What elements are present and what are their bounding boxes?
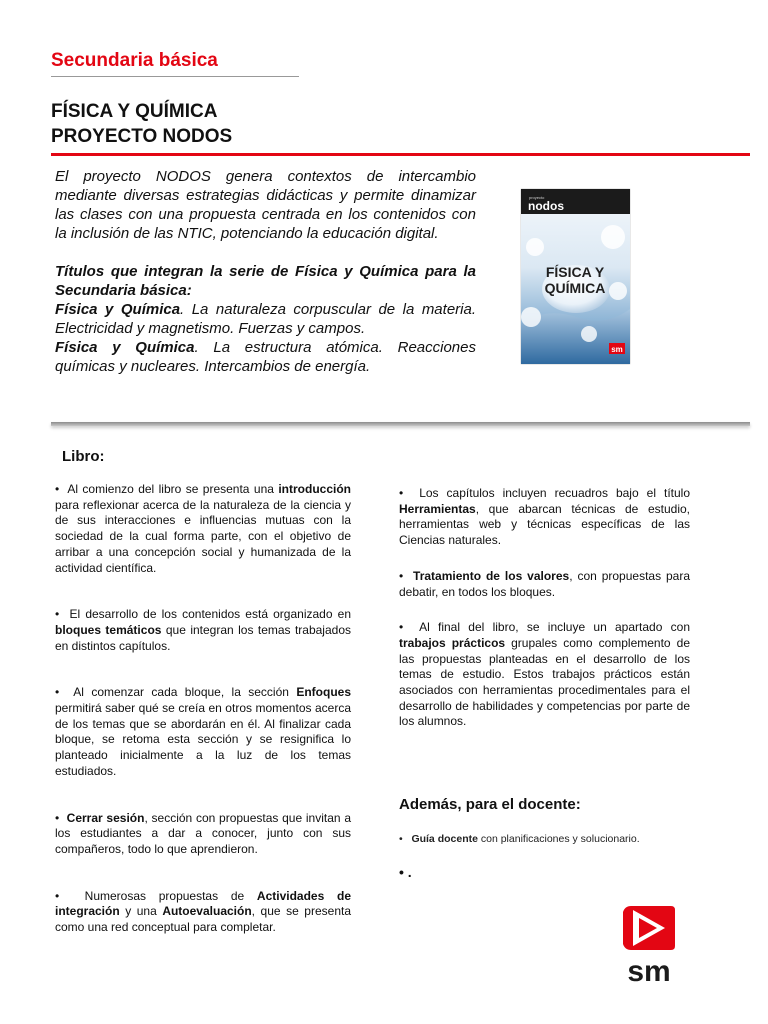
list-item: • Cerrar sesión, sección con propuestas que invitan a los estudiantes a dar a conocer, junto con sus compañeros, todo lo que aprendieron.: [55, 810, 351, 856]
item-text: y una: [119, 904, 163, 919]
docente-guide-desc: con planificaciones y solucionario.: [477, 833, 640, 845]
item-text: , que se presenta como una red conceptual para completar.: [55, 904, 351, 935]
item-bold: introducción: [278, 482, 351, 496]
item-bold: Autoevaluación: [162, 904, 252, 919]
empty-item-text: .: [407, 864, 412, 880]
sm-logo: [621, 906, 677, 984]
item-bold: bloques temáticos: [55, 622, 162, 637]
item-text: , que abarcan técnicas de estudio, herramientas web y técnicas específicas de las Ciencias naturales.: [399, 501, 690, 548]
book-cover-image: [521, 189, 630, 364]
docente-empty-item: • .: [399, 864, 412, 880]
series-title-2-name: Física y Química: [55, 339, 195, 356]
title-line-1: FÍSICA Y QUÍMICA: [51, 101, 218, 122]
list-item: • El desarrollo de los contenidos está organizado en bloques temáticos que integran los temas trabajados en distintos capítulos.: [55, 607, 352, 653]
list-item: • Numerosas propuestas de Actividades de integración y una Autoevaluación, que se presenta como una red conceptual para completar.: [55, 888, 351, 935]
item-text: permitirá saber qué se creía en otros momentos acerca de los temas que se abordarán en él. Al finalizar cada bloque, se retoma esta sección y se resignifica lo planteado inicialmente a la luz de los temas estudiados.: [55, 701, 351, 778]
title-divider: [51, 153, 750, 156]
item-bold: Enfoques: [296, 685, 351, 700]
item-text: grupales como complemento de las propuestas planteadas en el desarrollo de los temas de estudio. Estos trabajos prácticos están asociados con herramientas procedimentales para el desarrollo de habilidades y competencias por parte de los alumnos.: [399, 635, 690, 729]
title-line-2: PROYECTO NODOS: [51, 126, 233, 147]
item-text: que integran los temas trabajados en distintos capítulos.: [55, 622, 351, 653]
series-heading-text: Títulos que integran la serie de Física y Química para la Secundaria básica:: [55, 263, 476, 299]
item-text: Al final del libro, se incluye un apartado con: [419, 620, 690, 635]
cover-publisher: sm: [611, 345, 623, 354]
libro-left-column: [55, 482, 351, 936]
cover-brand: nodos: [528, 199, 564, 213]
libro-heading: Libro:: [62, 448, 105, 465]
cover-bubble-small-1: [601, 225, 625, 249]
section-label: Secundaria básica: [51, 50, 218, 71]
item-text: El desarrollo de los contenidos está organizado en: [69, 607, 352, 622]
section-divider: [51, 422, 750, 426]
item-bold: trabajos prácticos: [399, 635, 506, 650]
list-item: • Tratamiento de los valores, con propuestas para debatir, en todos los bloques.: [399, 568, 691, 599]
list-item: • Los capítulos incluyen recuadros bajo el título Herramientas, que abarcan técnicas de estudio, herramientas web y técnicas específicas de las Ciencias naturales.: [399, 486, 690, 548]
list-item: • Al comienzo del libro se presenta una introducción para reflexionar acerca de la naturaleza de la ciencia y de sus interacciones e influencias mutuas con la sociedad de la cual forma parte, con el objetivo de arribar a una concepción social y humanizada de la actividad científica.: [55, 482, 351, 575]
intro-text: [55, 167, 476, 376]
book-cover-art: [521, 189, 630, 364]
series-heading: [55, 262, 476, 300]
cover-bubble-small-3: [521, 307, 541, 327]
docente-heading: Además, para el docente:: [399, 796, 581, 813]
page-title: [51, 99, 232, 149]
cover-bubble-small-2: [526, 238, 544, 256]
docente-guide-name: Guía docente: [411, 833, 478, 845]
cover-brand-small: proyecto: [529, 195, 545, 200]
item-text: Los capítulos incluyen recuadros bajo el título: [419, 486, 690, 500]
item-bold: Actividades de integración: [55, 888, 351, 919]
intro-paragraph: El proyecto NODOS genera contextos de intercambio mediante diversas estrategias didácticas y permite dinamizar las clases con una propuesta centrada en los contenidos con la inclusión de las NTIC, potenciando la educación digital.: [55, 168, 476, 242]
series-title-1-name: Física y Química: [55, 301, 181, 318]
item-text: , con propuestas para debatir, en todos los bloques.: [399, 568, 691, 599]
cover-bubble-small-4: [609, 282, 627, 300]
libro-right-column: [399, 486, 690, 730]
item-text: , sección con propuestas que invitan a los estudiantes a dar a conocer, junto con sus compañeros, todo lo que aprendieron.: [55, 810, 351, 856]
item-text: Al comienzo del libro se presenta una: [67, 482, 279, 496]
item-text: Al comenzar cada bloque, la sección: [73, 685, 297, 700]
cover-bubble-small-5: [581, 326, 597, 342]
cover-title-line-1: FÍSICA Y: [545, 264, 605, 280]
item-bold: Cerrar sesión: [66, 810, 145, 825]
logo-text: sm: [627, 955, 671, 984]
series-title-2-desc: . La estructura atómica. Reacciones químicas y nucleares. Intercambios de energía.: [55, 339, 476, 375]
list-item: • Al final del libro, se incluye un apartado con trabajos prácticos grupales como complemento de las propuestas planteadas en el desarrollo de los temas de estudio. Estos trabajos prácticos están asociados con herramientas procedimentales para el desarrollo de habilidades y competencias por parte de los alumnos.: [399, 620, 690, 729]
cover-title-line-2: QUÍMICA: [544, 280, 606, 296]
docente-guide-item: • Guía docente con planificaciones y solucionario.: [399, 833, 640, 845]
item-bold: Herramientas: [399, 501, 476, 516]
series-title-1-desc: . La naturaleza corpuscular de la materia. Electricidad y magnetismo. Fuerzas y campos.: [55, 301, 476, 337]
item-bold: Tratamiento de los valores: [413, 568, 570, 583]
sm-logo-art: [621, 906, 677, 984]
header-divider: [51, 76, 299, 77]
series-title-1: [55, 300, 476, 338]
list-item: • Al comenzar cada bloque, la sección Enfoques permitirá saber qué se creía en otros momentos acerca de los temas que se abordarán en él. Al finalizar cada bloque, se retoma esta sección y se resignifica lo planteado inicialmente a la luz de los temas estudiados.: [55, 685, 351, 778]
series-title-2: [55, 338, 476, 376]
item-text: para reflexionar acerca de la naturaleza de la ciencia y de sus interacciones e influencias mutuas con la sociedad de la cual forma parte, con el objetivo de arribar a una concepción social y humanizada de la actividad científica.: [55, 497, 351, 575]
item-text: Numerosas propuestas de: [84, 888, 257, 903]
